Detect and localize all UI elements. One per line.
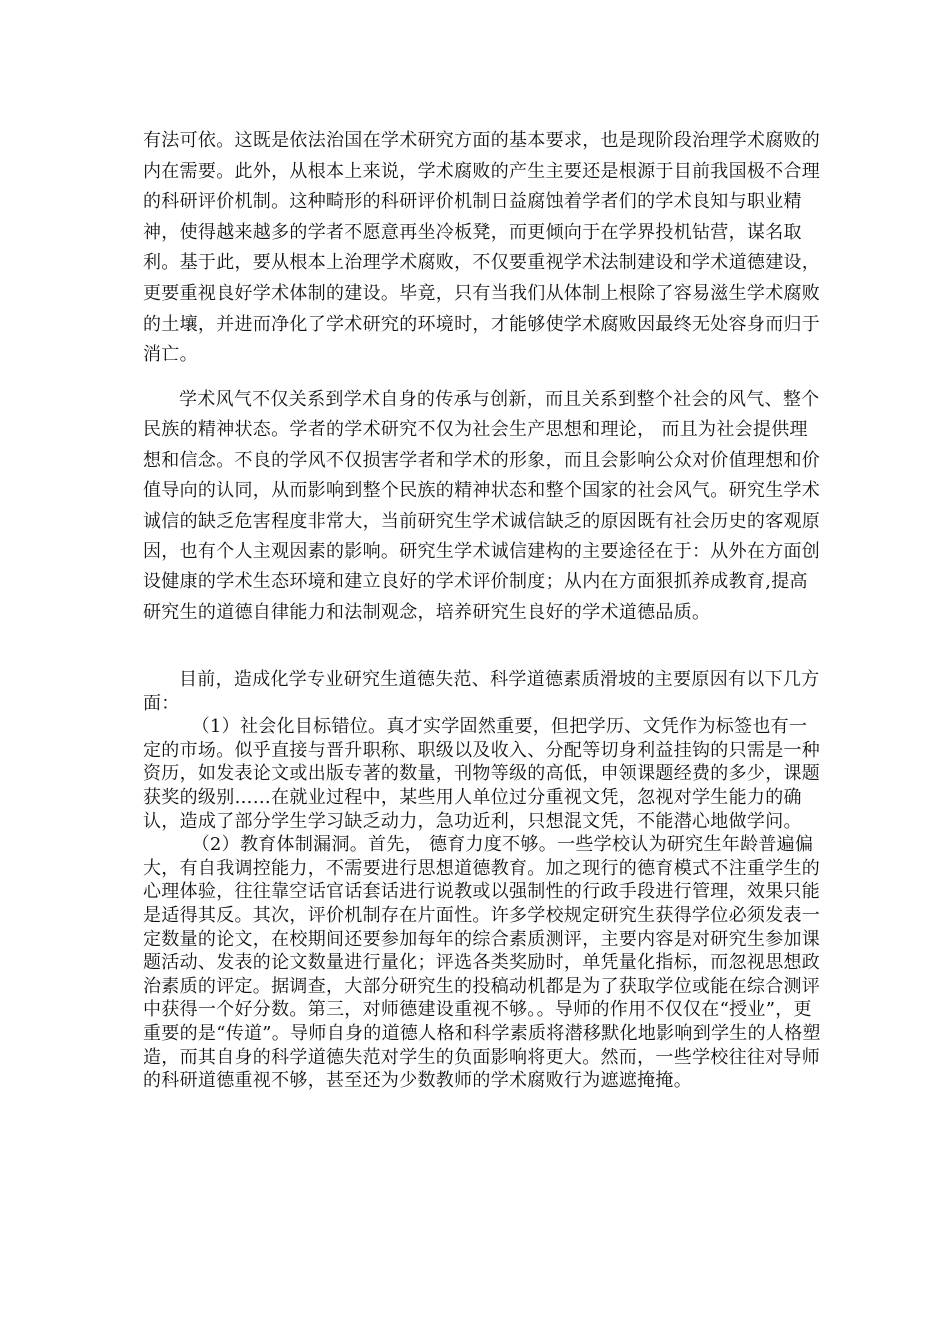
text-section-2 xyxy=(143,385,825,628)
paragraph-main-causes-intro: 目前，造成化学专业研究生道德失范、科学道德素质滑坡的主要原因有以下几方面： xyxy=(143,669,820,714)
paragraph-continuation: 有法可依。这既是依法治国在学术研究方面的基本要求，也是现阶段治理学术腐败的内在需要。此外，从根本上来说，学术腐败的产生主要还是根源于目前我国极不合理的科研评价机制。这种畸形的科研评价机制日益腐蚀着学者们的学术良知与职业精神，使得越来越多的学者不愿意再坐冷板凳，而更倾向于在学界投机钻营，谋名取利。基于此，要从根本上治理学术腐败，不仅要重视学术法制建设和学术道德建设，更要重视良好学术体制的建设。毕竟，只有当我们从体制上根除了容易滋生学术腐败的土壤，并进而净化了学术研究的环境时，才能够使学术腐败因最终无处容身而归于消亡。 xyxy=(143,130,821,366)
text-section-3 xyxy=(143,668,825,1093)
text-section-1 xyxy=(143,126,825,371)
paragraph-cause-1: （1）社会化目标错位。真才实学固然重要，但把学历、文凭作为标签也有一定的市场。似乎直接与晋升职称、职级以及收入、分配等切身利益挂钩的只需是一种资历，如发表论文或出版专著的数量，刊物等级的高低，申领课题经费的多少，课题获奖的级别……在就业过程中，某些用人单位过分重视文凭，忽视对学生能力的确认，造成了部分学生学习缺乏动力，急功近利，只想混文凭，不能潜心地做学问。 xyxy=(143,716,821,832)
paragraph-academic-atmosphere: 学术风气不仅关系到学术自身的传承与创新，而且关系到整个社会的风气、整个民族的精神状态。学者的学术研究不仅为社会生产思想和理论， 而且为社会提供理想和信念。不良的学风不仅损害学者和学术的形象，而且会影响公众对价值理想和价值导向的认同，从而影响到整个民族的精神状态和整个国家的社会风气。研究生学术诚信的缺乏危害程度非常大，当前研究生学术诚信缺乏的原因既有社会历史的客观原因，也有个人主观因素的影响。研究生学术诚信建构的主要途径在于：从外在方面创设健康的学术生态环境和建立良好的学术评价制度；从内在方面狠抓养成教育,提高研究生的道德自律能力和法制观念，培养研究生良好的学术道德品质。 xyxy=(143,389,821,623)
paragraph-cause-2: （2）教育体制漏洞。首先， 德育力度不够。一些学校认为研究生年龄普遍偏大，有自我调控能力，不需要进行思想道德教育。加之现行的德育模式不注重学生的心理体验，往往靠空话官话套话进行说教或以强制性的行政手段进行管理，效果只能是适得其反。其次，评价机制存在片面性。许多学校规定研究生获得学位必须发表一定数量的论文，在校期间还要参加每年的综合素质测评，主要内容是对研究生参加课题活动、发表的论文数量进行量化；评选各类奖励时，单凭量化指标，而忽视思想政治素质的评定。据调查，大部分研究生的投稿动机都是为了获取学位或能在综合测评中获得一个好分数。第三，对师德建设重视不够。。导师的作用不仅仅在“授业”，更重要的是“传道”。导师自身的道德人格和科学素质将潜移默化地影响到学生的人格塑造，而其自身的科学道德失范对学生的负面影响将更大。然而，一些学校往往对导师的科研道德重视不够，甚至还为少数教师的学术腐败行为遮遮掩掩。 xyxy=(143,834,821,1092)
